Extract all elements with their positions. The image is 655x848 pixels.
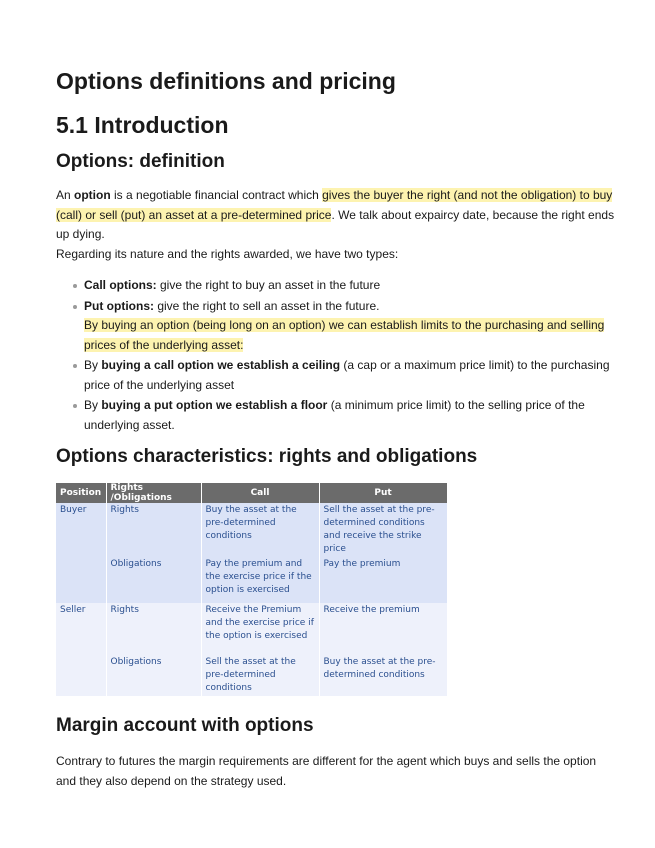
definition-heading: Options: definition (56, 151, 225, 172)
table-header: Put (319, 483, 447, 503)
list-item: Call options: give the right to buy an asset in the future (84, 276, 615, 296)
margin-paragraph: Contrary to futures the margin requirements are different for the agent which buys and sells the option and they also depend on the strategy used. (56, 754, 597, 788)
list-item: Put options: give the right to sell an asset in the future. By buying an option (being long on an option) we can establish limits to the purchasing and selling prices of the underlying asset: (84, 297, 615, 356)
table-cell: Buy the asset at the pre-determined conditions (319, 655, 447, 696)
margin-heading: Margin account with options (56, 715, 314, 736)
table-row (56, 557, 447, 603)
table-cell: Buy the asset at the pre-determined conditions (201, 503, 319, 557)
table-header: Call (201, 483, 319, 503)
table-header: Position (56, 483, 106, 503)
table-cell: Pay the premium and the exercise price if the option is exercised (201, 557, 319, 603)
table-cell (56, 557, 106, 603)
table-cell (56, 655, 106, 696)
highlighted-text: gives the buyer the right (and not the obligation) to buy (call) or sell (put) an asset at a pre-determined price (56, 188, 613, 222)
table-cell: Seller (56, 603, 106, 655)
table-header-row (56, 483, 447, 503)
list-item: By buying a call option we establish a ceiling (a cap or a maximum price limit) to the purchasing price of the underlying asset (84, 356, 615, 395)
rights-obligations-table (56, 483, 448, 696)
section-heading: 5.1 Introduction (56, 112, 229, 138)
highlighted-text: By buying an option (being long on an option) we can establish limits to the purchasing and selling prices of the underlying asset: (84, 318, 605, 352)
table-cell: Sell the asset at the pre-determined conditions (201, 655, 319, 696)
table-row (56, 655, 447, 696)
table-row (56, 503, 447, 557)
table-row (56, 603, 447, 655)
table-cell: Rights (106, 503, 201, 557)
types-intro: Regarding its nature and the rights awarded, we have two types: (56, 246, 399, 261)
page-title: Options definitions and pricing (56, 68, 396, 94)
table-cell: Obligations (106, 557, 201, 603)
table-cell: Rights (106, 603, 201, 655)
table-cell: Pay the premium (319, 557, 447, 603)
table-cell: Obligations (106, 655, 201, 696)
options-types-list (56, 276, 615, 435)
table-cell: Sell the asset at the pre-determined conditions and receive the strike price (319, 503, 447, 557)
list-item: By buying a put option we establish a floor (a minimum price limit) to the selling price of the underlying asset. (84, 396, 615, 435)
table-cell: Buyer (56, 503, 106, 557)
table-cell: Receive the premium (319, 603, 447, 655)
definition-paragraph: An option is a negotiable financial contract which gives the buyer the right (and not the obligation) to buy (call) or sell (put) an asset at a pre-determined price. We talk about expaircy date, because the right ends up dying. (56, 188, 615, 241)
table-header: Rights /Obligations (106, 483, 201, 503)
table-cell: Receive the Premium and the exercise price if the option is exercised (201, 603, 319, 655)
characteristics-heading: Options characteristics: rights and obligations (56, 446, 478, 467)
